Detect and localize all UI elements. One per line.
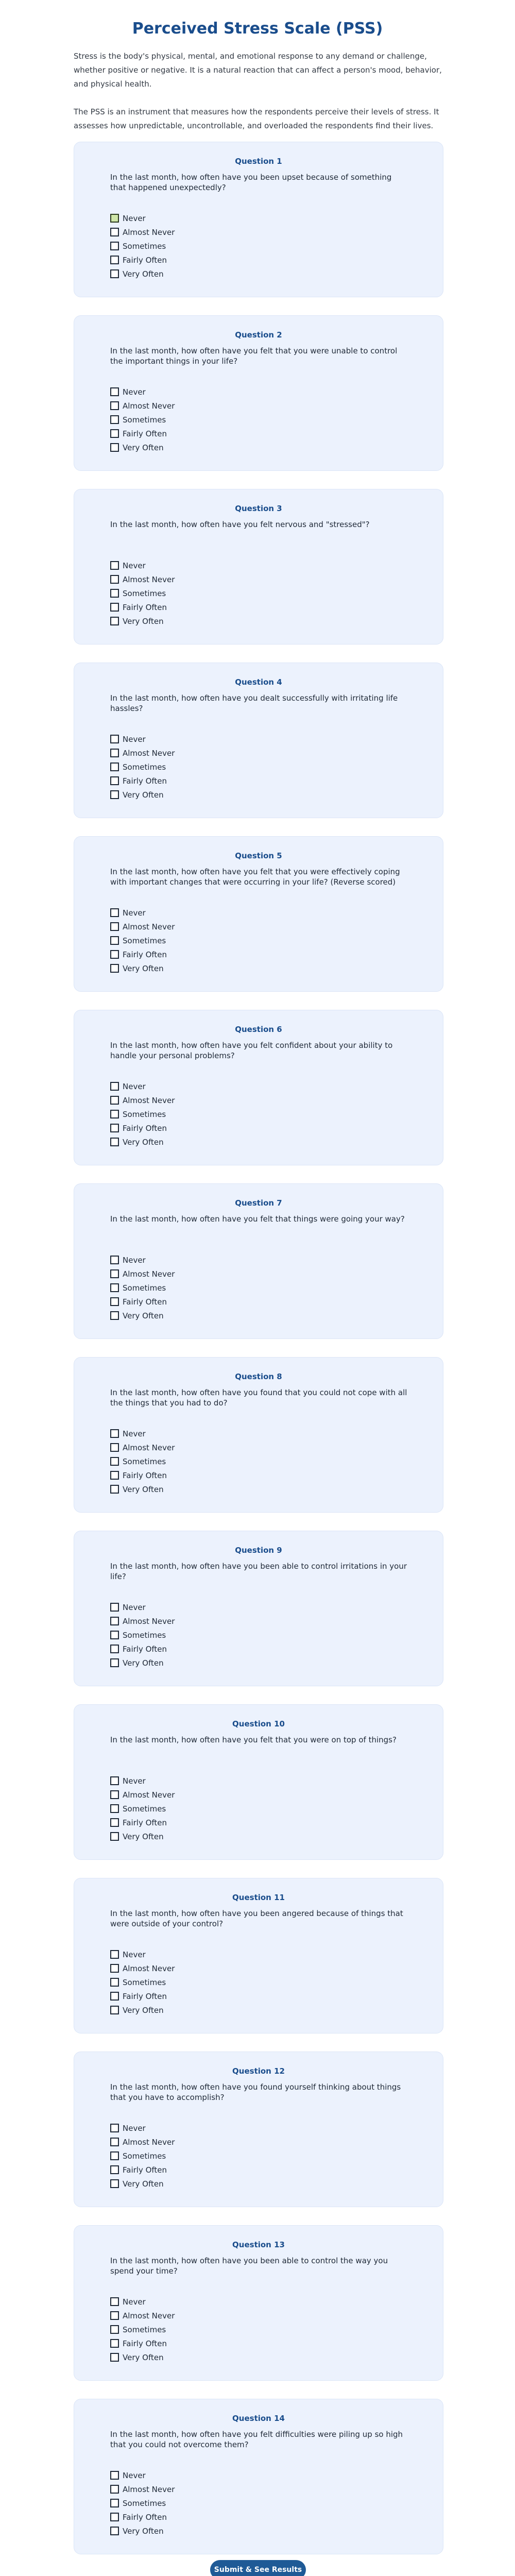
question-heading: Question 14 bbox=[232, 2414, 285, 2423]
checkbox[interactable] bbox=[110, 2165, 119, 2174]
answer-option[interactable] bbox=[110, 614, 175, 628]
checkbox[interactable] bbox=[110, 2179, 119, 2188]
answer-option[interactable] bbox=[110, 586, 175, 600]
answer-option[interactable] bbox=[110, 211, 175, 225]
answer-options bbox=[110, 732, 175, 802]
answer-option[interactable] bbox=[110, 961, 175, 975]
question-text: In the last month, how often have you been able to control irritations in your life? bbox=[110, 1562, 407, 1581]
question-text: In the last month, how often have you felt that you were effectively coping with important changes that were occurring in your life? (Reverse scored) bbox=[110, 867, 400, 887]
checkbox[interactable] bbox=[110, 603, 119, 612]
checkbox[interactable] bbox=[110, 790, 119, 799]
option-label: Sometimes bbox=[123, 2151, 166, 2161]
answer-option[interactable] bbox=[110, 2468, 175, 2482]
option-label: Very Often bbox=[123, 2526, 164, 2536]
option-label: Almost Never bbox=[123, 922, 175, 931]
option-label: Fairly Often bbox=[123, 1470, 167, 1480]
checkbox[interactable] bbox=[110, 1096, 119, 1105]
answer-option[interactable] bbox=[110, 253, 175, 267]
checkbox[interactable] bbox=[110, 1138, 119, 1146]
checkbox[interactable] bbox=[110, 429, 119, 438]
checkbox[interactable] bbox=[110, 922, 119, 931]
option-label: Fairly Often bbox=[123, 2512, 167, 2522]
question-text: In the last month, how often have you found yourself thinking about things that you have to accomplish? bbox=[110, 2082, 401, 2102]
answer-option[interactable] bbox=[110, 1454, 175, 1468]
option-label: Very Often bbox=[123, 963, 164, 973]
checkbox[interactable] bbox=[110, 1631, 119, 1639]
checkbox[interactable] bbox=[110, 1832, 119, 1841]
checkbox[interactable] bbox=[110, 1658, 119, 1667]
answer-option[interactable] bbox=[110, 1975, 175, 1989]
question-card bbox=[74, 836, 443, 992]
checkbox[interactable] bbox=[110, 2325, 119, 2334]
answer-option[interactable] bbox=[110, 1628, 175, 1642]
answer-options bbox=[110, 1253, 175, 1323]
checkbox[interactable] bbox=[110, 1776, 119, 1785]
answer-option[interactable] bbox=[110, 788, 175, 802]
answer-options bbox=[110, 906, 175, 975]
question-text: In the last month, how often have you felt that you were on top of things? bbox=[110, 1735, 397, 1744]
answer-option[interactable] bbox=[110, 1656, 175, 1670]
answer-option[interactable] bbox=[110, 1079, 175, 1093]
question-card bbox=[74, 1704, 443, 1860]
answer-option[interactable] bbox=[110, 572, 175, 586]
checkbox[interactable] bbox=[110, 401, 119, 410]
answer-option[interactable] bbox=[110, 1642, 175, 1656]
question-text: In the last month, how often have you been upset because of something that happened unexpectedly? bbox=[110, 173, 392, 192]
checkbox[interactable] bbox=[110, 2006, 119, 2014]
option-label: Almost Never bbox=[123, 2311, 175, 2320]
answer-options bbox=[110, 1079, 175, 1149]
answer-option[interactable] bbox=[110, 1989, 175, 2003]
option-label: Sometimes bbox=[123, 1977, 166, 1987]
question-text: In the last month, how often have you felt confident about your ability to handle your personal problems? bbox=[110, 1041, 393, 1060]
option-label: Almost Never bbox=[123, 401, 175, 411]
option-label: Very Often bbox=[123, 790, 164, 800]
checkbox[interactable] bbox=[110, 2339, 119, 2348]
answer-option[interactable] bbox=[110, 1947, 175, 1961]
option-label: Sometimes bbox=[123, 241, 166, 251]
checkbox[interactable] bbox=[110, 964, 119, 973]
answer-option[interactable] bbox=[110, 2323, 175, 2336]
option-label: Almost Never bbox=[123, 227, 175, 237]
question-text: In the last month, how often have you felt difficulties were piling up so high that you could not overcome them? bbox=[110, 2430, 403, 2449]
checkbox[interactable] bbox=[110, 1992, 119, 2001]
question-heading: Question 5 bbox=[235, 851, 282, 860]
answer-option[interactable] bbox=[110, 1614, 175, 1628]
checkbox[interactable] bbox=[110, 1645, 119, 1653]
option-label: Sometimes bbox=[123, 1804, 166, 1814]
option-label: Fairly Often bbox=[123, 602, 167, 612]
answer-option[interactable] bbox=[110, 1774, 175, 1788]
option-label: Fairly Often bbox=[123, 1644, 167, 1654]
answer-options bbox=[110, 1600, 175, 1670]
option-label: Never bbox=[123, 1429, 146, 1438]
answer-option[interactable] bbox=[110, 2121, 175, 2135]
answer-option[interactable] bbox=[110, 413, 175, 427]
question-card bbox=[74, 1010, 443, 1165]
answer-options bbox=[110, 2295, 175, 2364]
checkbox[interactable] bbox=[110, 2485, 119, 2494]
answer-option[interactable] bbox=[110, 1427, 175, 1440]
checkbox[interactable] bbox=[110, 228, 119, 236]
answer-option[interactable] bbox=[110, 1253, 175, 1267]
question-heading: Question 3 bbox=[235, 504, 282, 513]
checkbox[interactable] bbox=[110, 749, 119, 757]
answer-option[interactable] bbox=[110, 1093, 175, 1107]
checkbox[interactable] bbox=[110, 762, 119, 771]
option-label: Sometimes bbox=[123, 588, 166, 598]
option-label: Almost Never bbox=[123, 748, 175, 758]
answer-option[interactable] bbox=[110, 732, 175, 746]
option-label: Almost Never bbox=[123, 1443, 175, 1452]
answer-option[interactable] bbox=[110, 2524, 175, 2538]
option-label: Very Often bbox=[123, 269, 164, 279]
checkbox[interactable] bbox=[110, 269, 119, 278]
option-label: Very Often bbox=[123, 1832, 164, 1841]
option-label: Very Often bbox=[123, 616, 164, 626]
answer-option[interactable] bbox=[110, 2482, 175, 2496]
option-label: Almost Never bbox=[123, 2137, 175, 2147]
page-title: Perceived Stress Scale (PSS) bbox=[132, 20, 383, 38]
answer-option[interactable] bbox=[110, 1107, 175, 1121]
answer-options bbox=[110, 385, 175, 454]
answer-option[interactable] bbox=[110, 906, 175, 920]
answer-option[interactable] bbox=[110, 1961, 175, 1975]
option-label: Fairly Often bbox=[123, 255, 167, 265]
option-label: Never bbox=[123, 1776, 146, 1786]
option-label: Very Often bbox=[123, 2005, 164, 2015]
answer-option[interactable] bbox=[110, 1468, 175, 1482]
answer-option[interactable] bbox=[110, 2496, 175, 2510]
option-label: Almost Never bbox=[123, 574, 175, 584]
option-label: Fairly Often bbox=[123, 2165, 167, 2175]
answer-option[interactable] bbox=[110, 2336, 175, 2350]
answer-option[interactable] bbox=[110, 1802, 175, 1816]
answer-option[interactable] bbox=[110, 1440, 175, 1454]
option-label: Never bbox=[123, 1950, 146, 1959]
pss-description: The PSS is an instrument that measures how the respondents perceive their levels of stress. It assesses how unpredictable, uncontrollable, and overloaded the respondents find their lives. bbox=[74, 107, 439, 130]
checkbox[interactable] bbox=[110, 1471, 119, 1480]
checkbox[interactable] bbox=[110, 1256, 119, 1264]
option-label: Never bbox=[123, 1255, 146, 1265]
checkbox[interactable] bbox=[110, 1603, 119, 1612]
checkbox[interactable] bbox=[110, 214, 119, 223]
option-label: Almost Never bbox=[123, 1963, 175, 1973]
option-label: Very Often bbox=[123, 2179, 164, 2189]
question-card bbox=[74, 2052, 443, 2207]
answer-option[interactable] bbox=[110, 1267, 175, 1281]
answer-option[interactable] bbox=[110, 1121, 175, 1135]
checkbox[interactable] bbox=[110, 1457, 119, 1466]
option-label: Fairly Often bbox=[123, 950, 167, 959]
checkbox[interactable] bbox=[110, 1429, 119, 1438]
option-label: Sometimes bbox=[123, 1283, 166, 1293]
answer-options bbox=[110, 2468, 175, 2538]
option-label: Sometimes bbox=[123, 1630, 166, 1640]
option-label: Never bbox=[123, 561, 146, 570]
checkbox[interactable] bbox=[110, 2311, 119, 2320]
option-label: Sometimes bbox=[123, 1109, 166, 1119]
question-card bbox=[74, 1878, 443, 2033]
answer-option[interactable] bbox=[110, 920, 175, 934]
checkbox[interactable] bbox=[110, 2138, 119, 2146]
option-label: Never bbox=[123, 2297, 146, 2307]
checkbox[interactable] bbox=[110, 1950, 119, 1959]
answer-option[interactable] bbox=[110, 600, 175, 614]
checkbox[interactable] bbox=[110, 1978, 119, 1987]
question-card bbox=[74, 315, 443, 471]
option-label: Almost Never bbox=[123, 1790, 175, 1800]
answer-option[interactable] bbox=[110, 239, 175, 253]
question-heading: Question 12 bbox=[232, 2066, 285, 2076]
question-text: In the last month, how often have you felt nervous and "stressed"? bbox=[110, 520, 370, 529]
question-heading: Question 9 bbox=[235, 1546, 282, 1555]
question-card bbox=[74, 2399, 443, 2554]
question-heading: Question 4 bbox=[235, 677, 282, 687]
option-label: Fairly Often bbox=[123, 1297, 167, 1307]
option-label: Never bbox=[123, 213, 146, 223]
checkbox[interactable] bbox=[110, 1110, 119, 1118]
question-heading: Question 11 bbox=[232, 1893, 285, 1902]
question-heading: Question 8 bbox=[235, 1372, 282, 1381]
answer-option[interactable] bbox=[110, 427, 175, 440]
checkbox[interactable] bbox=[110, 256, 119, 264]
option-label: Very Often bbox=[123, 1658, 164, 1668]
question-text: In the last month, how often have you felt that you were unable to control the important things in your life? bbox=[110, 346, 398, 366]
answer-option[interactable] bbox=[110, 774, 175, 788]
answer-option[interactable] bbox=[110, 2149, 175, 2163]
answer-option[interactable] bbox=[110, 2510, 175, 2524]
checkbox[interactable] bbox=[110, 1617, 119, 1625]
answer-option[interactable] bbox=[110, 1482, 175, 1496]
answer-options bbox=[110, 211, 175, 281]
answer-options bbox=[110, 1427, 175, 1496]
checkbox[interactable] bbox=[110, 1790, 119, 1799]
option-label: Never bbox=[123, 734, 146, 744]
question-text: In the last month, how often have you been able to control the way you spend your time? bbox=[110, 2256, 388, 2276]
question-card bbox=[74, 1357, 443, 1513]
option-label: Never bbox=[123, 2470, 146, 2480]
option-label: Never bbox=[123, 1602, 146, 1612]
checkbox[interactable] bbox=[110, 908, 119, 917]
option-label: Very Often bbox=[123, 1311, 164, 1320]
checkbox[interactable] bbox=[110, 2499, 119, 2507]
option-label: Sometimes bbox=[123, 936, 166, 945]
checkbox[interactable] bbox=[110, 575, 119, 584]
checkbox[interactable] bbox=[110, 1818, 119, 1827]
question-card bbox=[74, 663, 443, 818]
checkbox[interactable] bbox=[110, 2151, 119, 2160]
option-label: Sometimes bbox=[123, 415, 166, 425]
answer-option[interactable] bbox=[110, 2350, 175, 2364]
checkbox[interactable] bbox=[110, 2297, 119, 2306]
option-label: Very Often bbox=[123, 1137, 164, 1147]
checkbox[interactable] bbox=[110, 936, 119, 945]
answer-option[interactable] bbox=[110, 440, 175, 454]
question-heading: Question 7 bbox=[235, 1198, 282, 1208]
checkbox[interactable] bbox=[110, 2124, 119, 2132]
option-label: Fairly Often bbox=[123, 1818, 167, 1827]
answer-option[interactable] bbox=[110, 2295, 175, 2309]
checkbox[interactable] bbox=[110, 242, 119, 250]
answer-option[interactable] bbox=[110, 1295, 175, 1309]
option-label: Fairly Often bbox=[123, 2338, 167, 2348]
checkbox[interactable] bbox=[110, 1964, 119, 1973]
question-text: In the last month, how often have you found that you could not cope with all the things that you had to do? bbox=[110, 1388, 407, 1408]
question-heading: Question 6 bbox=[235, 1025, 282, 1034]
option-label: Very Often bbox=[123, 2352, 164, 2362]
answer-option[interactable] bbox=[110, 947, 175, 961]
answer-option[interactable] bbox=[110, 267, 175, 281]
question-card bbox=[74, 142, 443, 297]
submit-button[interactable]: Submit & See Results bbox=[210, 2560, 306, 2576]
checkbox[interactable] bbox=[110, 415, 119, 424]
checkbox[interactable] bbox=[110, 1297, 119, 1306]
checkbox[interactable] bbox=[110, 1485, 119, 1494]
answer-option[interactable] bbox=[110, 2163, 175, 2177]
answer-option[interactable] bbox=[110, 399, 175, 413]
checkbox[interactable] bbox=[110, 1082, 119, 1091]
answer-options bbox=[110, 1774, 175, 1843]
option-label: Fairly Often bbox=[123, 1123, 167, 1133]
answer-option[interactable] bbox=[110, 1788, 175, 1802]
option-label: Sometimes bbox=[123, 2325, 166, 2334]
option-label: Very Often bbox=[123, 443, 164, 452]
checkbox[interactable] bbox=[110, 387, 119, 396]
option-label: Almost Never bbox=[123, 1095, 175, 1105]
option-label: Fairly Often bbox=[123, 776, 167, 786]
checkbox[interactable] bbox=[110, 443, 119, 452]
checkbox[interactable] bbox=[110, 776, 119, 785]
answer-option[interactable] bbox=[110, 558, 175, 572]
answer-option[interactable] bbox=[110, 1816, 175, 1829]
answer-option[interactable] bbox=[110, 2309, 175, 2323]
checkbox[interactable] bbox=[110, 1311, 119, 1320]
option-label: Sometimes bbox=[123, 1456, 166, 1466]
option-label: Almost Never bbox=[123, 2484, 175, 2494]
question-card bbox=[74, 1531, 443, 1686]
answer-option[interactable] bbox=[110, 225, 175, 239]
answer-option[interactable] bbox=[110, 2177, 175, 2191]
option-label: Almost Never bbox=[123, 1269, 175, 1279]
answer-option[interactable] bbox=[110, 1135, 175, 1149]
option-label: Very Often bbox=[123, 1484, 164, 1494]
checkbox[interactable] bbox=[110, 950, 119, 959]
option-label: Never bbox=[123, 908, 146, 918]
checkbox[interactable] bbox=[110, 2471, 119, 2480]
answer-option[interactable] bbox=[110, 1309, 175, 1323]
checkbox[interactable] bbox=[110, 1269, 119, 1278]
answer-option[interactable] bbox=[110, 760, 175, 774]
checkbox[interactable] bbox=[110, 1124, 119, 1132]
option-label: Fairly Often bbox=[123, 429, 167, 438]
answer-option[interactable] bbox=[110, 1600, 175, 1614]
question-card bbox=[74, 489, 443, 645]
checkbox[interactable] bbox=[110, 2513, 119, 2521]
question-heading: Question 13 bbox=[232, 2240, 285, 2249]
answer-options bbox=[110, 2121, 175, 2191]
checkbox[interactable] bbox=[110, 1804, 119, 1813]
question-heading: Question 2 bbox=[235, 330, 282, 340]
option-label: Sometimes bbox=[123, 2498, 166, 2508]
answer-option[interactable] bbox=[110, 2135, 175, 2149]
checkbox[interactable] bbox=[110, 1283, 119, 1292]
answer-option[interactable] bbox=[110, 746, 175, 760]
option-label: Fairly Often bbox=[123, 1991, 167, 2001]
answer-option[interactable] bbox=[110, 934, 175, 947]
checkbox[interactable] bbox=[110, 1443, 119, 1452]
question-heading: Question 1 bbox=[235, 157, 282, 166]
answer-option[interactable] bbox=[110, 1829, 175, 1843]
checkbox[interactable] bbox=[110, 589, 119, 598]
checkbox[interactable] bbox=[110, 735, 119, 743]
question-text: In the last month, how often have you dealt successfully with irritating life hassles? bbox=[110, 693, 398, 713]
checkbox[interactable] bbox=[110, 2353, 119, 2362]
option-label: Never bbox=[123, 2123, 146, 2133]
question-heading: Question 10 bbox=[232, 1719, 285, 1728]
answer-option[interactable] bbox=[110, 2003, 175, 2017]
option-label: Almost Never bbox=[123, 1616, 175, 1626]
question-card bbox=[74, 1183, 443, 1339]
checkbox[interactable] bbox=[110, 561, 119, 570]
checkbox[interactable] bbox=[110, 617, 119, 625]
answer-option[interactable] bbox=[110, 385, 175, 399]
option-label: Never bbox=[123, 387, 146, 397]
answer-options bbox=[110, 1947, 175, 2017]
answer-options bbox=[110, 558, 175, 628]
checkbox[interactable] bbox=[110, 2527, 119, 2535]
intro-paragraph: Stress is the body's physical, mental, and emotional response to any demand or challenge, whether positive or negative. It is a natural reaction that can affect a person's mood, behavior, and physical health. bbox=[74, 52, 442, 89]
option-label: Never bbox=[123, 1081, 146, 1091]
question-text: In the last month, how often have you felt that things were going your way? bbox=[110, 1214, 405, 1224]
question-card bbox=[74, 2225, 443, 2381]
option-label: Sometimes bbox=[123, 762, 166, 772]
answer-option[interactable] bbox=[110, 1281, 175, 1295]
question-text: In the last month, how often have you been angered because of things that were outside of your control? bbox=[110, 1909, 403, 1928]
